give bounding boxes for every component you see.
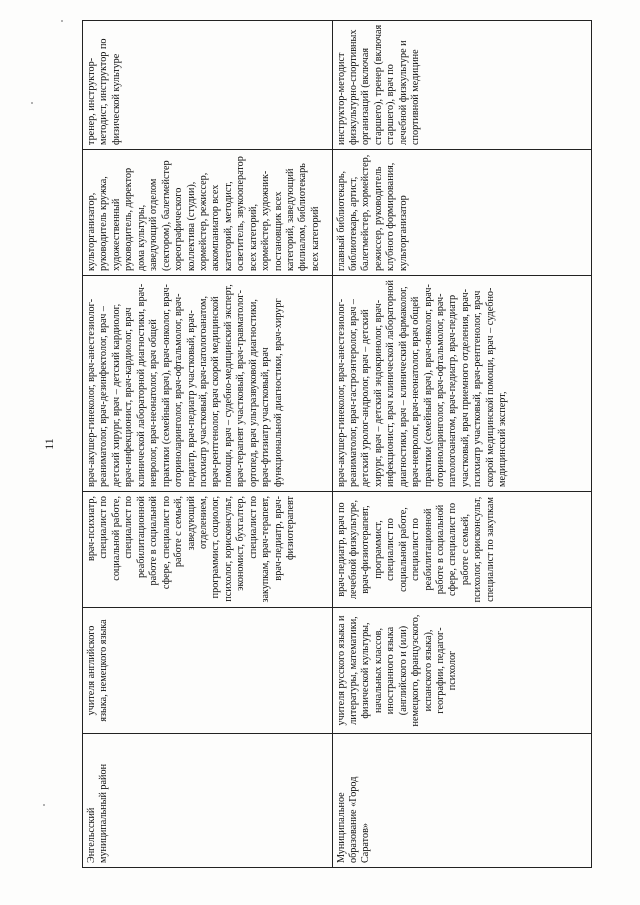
scan-mark: [31, 102, 33, 104]
doctors-cell: врач-акушер-гинеколог, врач-анестезиолог-реаниматолог, врач-дезинфектолог, врач – детский хирург, врач – детский кардиолог, врач-инфекционист, врач-кардиолог, врач клинической лабораторной диагностики, врач-невролог, врач-неонатолог, врач общей практики (семейный врач), врач-онколог, врач-оториноларинголог, врач-офтальмолог, врач-педиатр, врач-педиатр участковый, врач-психиатр участковый, врач-патологоанатом, врач-рентгенолог, врач скорой медицинской помощи, врач – судебно-медицинский эксперт, врач-терапевт участковый, врач-травматолог-ортопед, врач ультразвуковой диагностики, врач-фтизиатр участковый, врач функциональной диагностики, врач-хирург: [83, 275, 332, 491]
specialists-cell: врач-психиатр, специалист по социальной работе, специалист по реабилитационной работе в социальной сфере, специалист по работе с семьей, заведующий отделением, программист, социолог, психолог, юрисконсульт, экономист, бухгалтер, специалист по закупкам, врач-терапевт, врач-педиатр, врач-физиотерапевт: [83, 491, 332, 607]
doctors-cell: врач-акушер-гинеколог, врач-анестезиолог-реаниматолог, врач-гастроэнтеролог, врач – детский уролог-андролог, врач – детский хирург, врач – детский эндокринолог, врач-инфекционист, врач клинической лабораторной диагностики, врач – клинический фармаколог, врач-невролог, врач-неонатолог, врач общей практики (семейный врач), врач-онколог, врач-оториноларинголог, врач-офтальмолог, врач-патологоанатом, врач-педиатр, врач-педиатр участковый, врач приемного отделения, врач-психиатр участковый, врач-рентгенолог, врач скорой медицинской помощи, врач – судебно-медицинский эксперт,: [333, 275, 591, 491]
teachers-cell: учителя английского языка, немецкого языка: [83, 607, 332, 733]
vacancy-table: [82, 20, 592, 868]
culture-cell: главный библиотекарь, библиотекарь, артист, балетмейстер, хормейстер, режиссер, руководитель клубного формирования, культорганизатор: [333, 149, 591, 275]
scan-mark: [61, 20, 63, 22]
document-table-area: [82, 20, 592, 868]
sport-cell: инструктор-методист физкультурно-спортивных организаций (включая старшего), тренер (включая старшего), врач по лечебной физкультуре и спортивной медицине: [335, 24, 422, 145]
table-row: [83, 21, 333, 867]
specialists-cell: врач-педиатр, врач по лечебной физкультуре, врач-физиотерапевт, программист, специалист по социальной работе, специалист по реабилитационной работе в социальной сфере, специалист по работе с семьей, психолог, юрисконсульт, специалист по закупкам: [333, 491, 591, 607]
scan-mark: [43, 804, 45, 806]
page-number: 11: [42, 438, 56, 450]
municipality-cell: Энгельсский муниципальный район: [83, 733, 332, 867]
teachers-cell: учителя русского языка и литературы, математики, физической культуры, начальных классов, иностранного языка (английского и (или) немецкого, французского, испанского языка), географии, педагог-психолог: [333, 607, 591, 733]
sport-cell: тренер, инструктор-методист, инструктор по физической культуре: [86, 38, 122, 145]
table-row: [333, 21, 591, 867]
municipality-cell: Муниципальное образование «Город Саратов»: [333, 733, 591, 867]
culture-cell: культорганизатор, руководитель кружка, художественный руководитель, директор дома культуры, заведующий отделом (сектором), балетмейстер хореографического коллектива (студии), хормейстер, режиссер, аккомпаниатор всех категорий, методист, осветитель, звукооператор всех категорий, хормейстер, художник-постановщик всех категорий, заведующий филиалом, библиотекарь всех категорий: [83, 149, 332, 275]
